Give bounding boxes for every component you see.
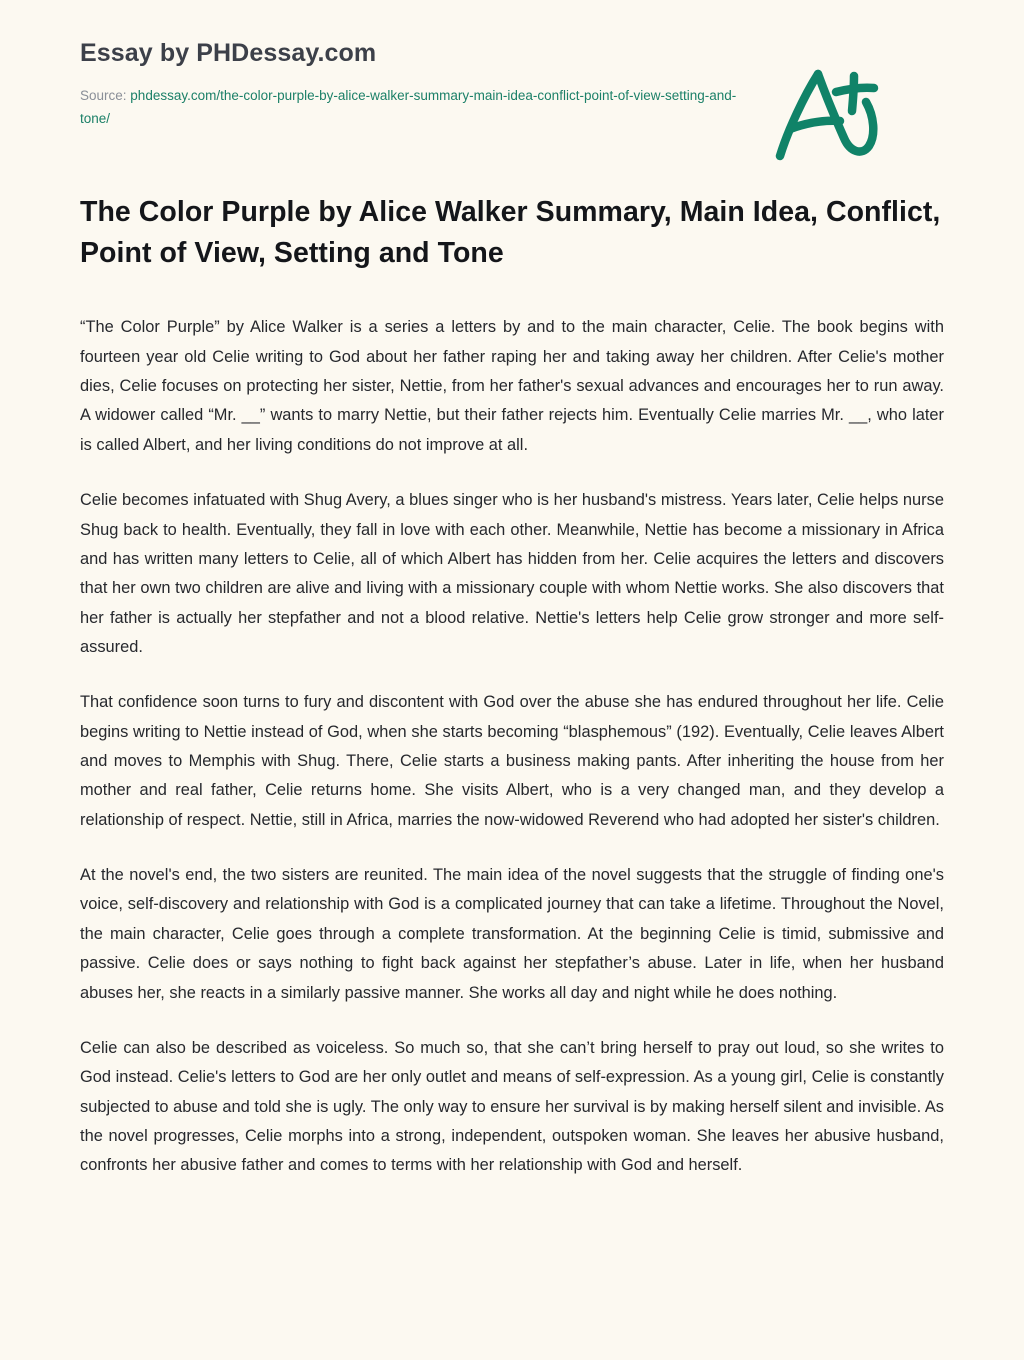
essay-body <box>80 273 944 1180</box>
paragraph: “The Color Purple” by Alice Walker is a series a letters by and to the main character, Celie. The book begins with fourteen year old Celie writing to God about her father raping her and taking away her children. After Celie's mother dies, Celie focuses on protecting her sister, Nettie, from her father's sexual advances and encourages her to run away. A widower called “Mr. __” wants to marry Nettie, but their father rejects him. Eventually Celie marries Mr. __, who later is called Albert, and her living conditions do not improve at all. <box>80 318 944 454</box>
brand-title: Essay by PHDessay.com <box>80 39 377 67</box>
paragraph: Celie can also be described as voiceless. So much so, that she can’t bring herself to pray out loud, so she writes to God instead. Celie's letters to God are her only outlet and means of self-expression. As a young girl, Celie is constantly subjected to abuse and told she is ugly. The only way to ensure her survival is by making herself silent and invisible. As the novel progresses, Celie morphs into a strong, independent, outspoken woman. She leaves her abusive husband, confronts her abusive father and comes to terms with her relationship with God and herself. <box>80 1038 944 1175</box>
source-label: Source: <box>80 88 127 103</box>
page-title: The Color Purple by Alice Walker Summary, Main Idea, Conflict, Point of View, Setting and Tone <box>80 196 941 269</box>
a-plus-logo-icon <box>766 58 886 168</box>
paragraph: Celie becomes infatuated with Shug Avery, a blues singer who is her husband's mistress. Years later, Celie helps nurse Shug back to health. Eventually, they fall in love with each other. Meanwhile, Nettie has become a missionary in Africa and has written many letters to Celie, all of which Albert has hidden from her. Celie acquires the letters and discovers that her own two children are alive and living with a missionary couple with whom Nettie works. She also discovers that her father is actually her stepfather and not a blood relative. Nettie's letters help Celie grow stronger and more self-assured. <box>80 491 944 656</box>
paragraph: That confidence soon turns to fury and discontent with God over the abuse she has endured throughout her life. Celie begins writing to Nettie instead of God, when she starts becoming “blasphemous” (192). Eventually, Celie leaves Albert and moves to Memphis with Shug. There, Celie starts a business making pants. After inheriting the house from her mother and real father, Celie returns home. She visits Albert, who is a very changed man, and they develop a relationship of respect. Nettie, still in Africa, marries the now-widowed Reverend who had adopted her sister's children. <box>80 693 944 829</box>
document-header <box>80 0 944 130</box>
source-url-link[interactable]: phdessay.com/the-color-purple-by-alice-walker-summary-main-idea-conflict-point-of-view-setting-and-tone/ <box>80 88 737 127</box>
paragraph: At the novel's end, the two sisters are reunited. The main idea of the novel suggests that the struggle of finding one's voice, self-discovery and relationship with God is a complicated journey that can take a lifetime. Throughout the Novel, the main character, Celie goes through a complete transformation. At the beginning Celie is timid, submissive and passive. Celie does or says nothing to fight back against her stepfather’s abuse. Later in life, when her husband abuses her, she reacts in a similarly passive manner. She works all day and night while he does nothing. <box>80 866 944 1002</box>
a-plus-logo <box>766 58 886 168</box>
source-attribution <box>80 84 740 130</box>
